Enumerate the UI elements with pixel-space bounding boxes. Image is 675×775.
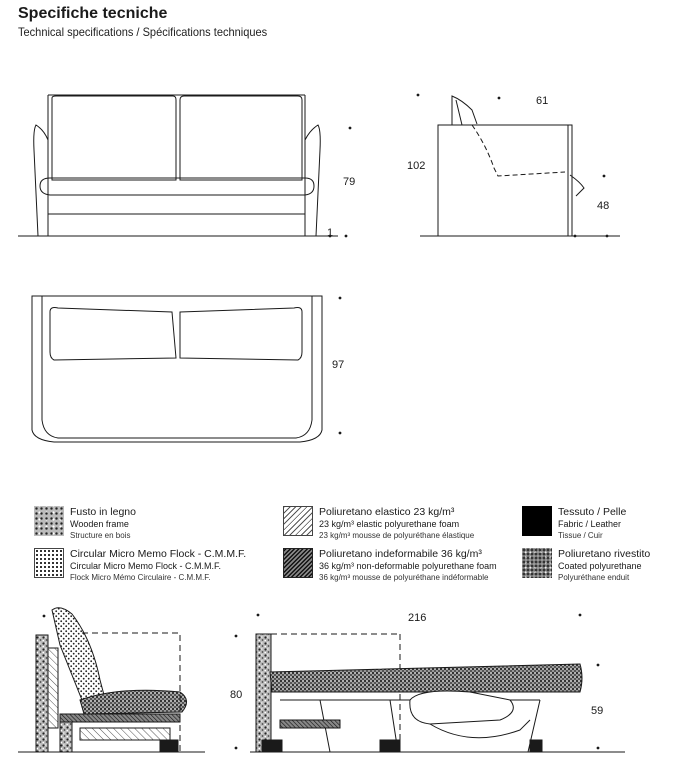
front-height-label: 79: [343, 176, 356, 188]
section-sofa: [18, 608, 205, 752]
legend-label-en: Fabric / Leather: [558, 519, 622, 529]
front-back-cushion-right: [180, 96, 302, 180]
legend-label-en: Wooden frame: [70, 519, 129, 529]
legend-fabric-leather: [522, 506, 626, 542]
section-bed: [250, 634, 625, 752]
plan-view: [32, 296, 322, 442]
bed-length-label: 216: [408, 612, 427, 624]
legend-label-it: Poliuretano indeformabile 36 kg/m³: [319, 548, 482, 560]
front-back-cushion-left: [52, 96, 176, 180]
legend-elastic-foam: [283, 506, 474, 542]
legend-coated-polyurethane: [522, 548, 650, 584]
legend-label-it: Circular Micro Memo Flock - C.M.M.F.: [70, 548, 247, 560]
front-view: [18, 95, 338, 236]
legend-label-it: Poliuretano elastico 23 kg/m³: [319, 506, 455, 518]
flock-swatch: [34, 548, 64, 578]
coated-swatch: [522, 548, 552, 578]
front-seat-cushion: [40, 178, 314, 195]
side-height-label: 102: [407, 160, 426, 172]
seat-height-label: 48: [597, 200, 610, 212]
legend-label-en: 36 kg/m³ non-deformable polyurethane foam: [319, 561, 497, 571]
legend-label-fr: Flock Micro Mémo Circulaire - C.M.M.F.: [70, 573, 211, 582]
legend-non-deformable-foam: [283, 548, 497, 584]
side-dim-points: [417, 94, 609, 238]
legend-label-fr: Polyuréthane enduit: [558, 573, 630, 582]
legend-cmmf: [34, 548, 246, 584]
bed-height-left-label: 80: [230, 689, 243, 701]
plan-cushion-left: [50, 308, 176, 361]
legend-label-fr: 36 kg/m³ mousse de polyuréthane indéformable: [319, 573, 489, 582]
plan-outline: [32, 296, 322, 442]
legend-label-it: Poliuretano rivestito: [558, 548, 651, 560]
side-depth-label: 61: [536, 95, 549, 107]
legend-wooden-frame: [34, 506, 136, 542]
plan-depth-label: 97: [332, 359, 345, 371]
solid-swatch: [522, 506, 552, 536]
page-title: Specifiche tecniche: [18, 5, 168, 22]
legend-label-en: 23 kg/m³ elastic polyurethane foam: [319, 519, 460, 529]
legend-label-en: Coated polyurethane: [558, 561, 642, 571]
hatch-light-swatch: [283, 506, 313, 536]
legend-label-it: Fusto in legno: [70, 506, 136, 518]
hatch-dense-swatch: [283, 548, 313, 578]
legend-label-fr: Tissue / Cuir: [558, 531, 603, 540]
legend-label-en: Circular Micro Memo Flock - C.M.M.F.: [70, 561, 222, 571]
plan-cushion-right: [180, 308, 302, 361]
page-subtitle: Technical specifications / Spécifications techniques: [18, 25, 268, 39]
wood-swatch: [34, 506, 64, 536]
legend-label-fr: Structure en bois: [70, 531, 131, 540]
front-small-label: 1: [327, 227, 334, 239]
bed-height-right-label: 59: [591, 705, 604, 717]
front-left-arm: [34, 125, 48, 236]
legend-label-fr: 23 kg/m³ mousse de polyuréthane élastique: [319, 531, 475, 540]
side-view: [420, 96, 620, 236]
legend-label-it: Tessuto / Pelle: [558, 506, 627, 518]
